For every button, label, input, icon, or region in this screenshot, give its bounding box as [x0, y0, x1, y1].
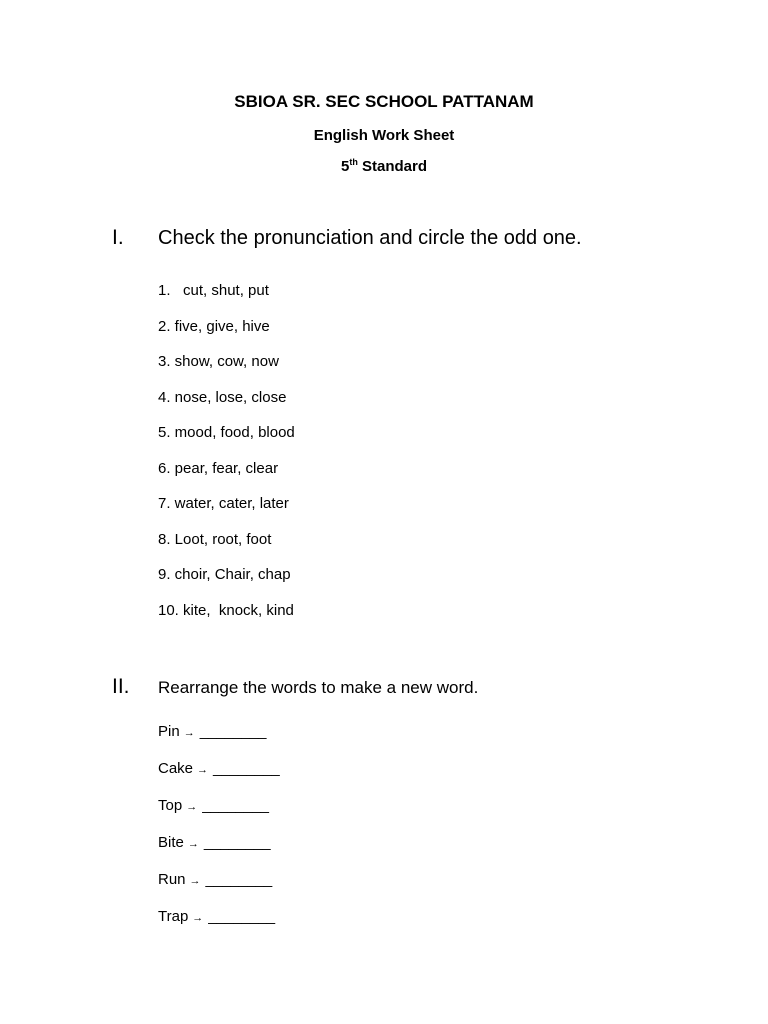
list-item — [158, 870, 280, 907]
list-item: 7. water, cater, later — [158, 495, 289, 512]
section-2-number: II. — [112, 675, 130, 698]
arrow-right-icon: → — [187, 838, 199, 850]
section-1-number: I. — [112, 226, 124, 249]
section-1-title: Check the pronunciation and circle the odd one. — [158, 227, 582, 249]
standard-number: 5 — [340, 158, 350, 175]
list-item: 2. five, give, hive — [158, 317, 270, 335]
standard-word: Standard — [362, 158, 428, 175]
list-item — [158, 722, 280, 759]
list-item: 5. mood, food, blood — [158, 424, 295, 441]
answer-blank: ________ — [205, 871, 273, 888]
list-item — [158, 759, 280, 796]
list-item: 10. kite, knock, kind — [158, 601, 294, 619]
arrow-right-icon: → — [183, 727, 195, 739]
worksheet-subtitle: English Work Sheet — [313, 127, 455, 144]
arrow-right-icon: → — [189, 875, 201, 887]
answer-blank: ________ — [213, 760, 280, 777]
section-2-title: Rearrange the words to make a new word. — [158, 678, 479, 697]
rearrange-word: Run — [158, 871, 186, 888]
answer-blank: ________ — [203, 834, 271, 851]
list-item: 4. nose, lose, close — [158, 388, 287, 406]
list-item — [158, 907, 280, 944]
answer-blank: ________ — [202, 797, 269, 814]
arrow-right-icon: → — [186, 801, 198, 813]
rearrange-word: Top — [158, 797, 183, 814]
arrow-right-icon: → — [197, 764, 209, 776]
rearrange-word: Pin — [158, 723, 180, 740]
standard-superscript: th — [349, 157, 358, 167]
odd-one-list — [158, 281, 295, 636]
list-item: 1. cut, shut, put — [158, 282, 269, 299]
rearrange-word: Cake — [158, 760, 194, 777]
list-item — [158, 833, 280, 870]
standard-label — [0, 158, 768, 175]
answer-blank: ________ — [208, 908, 276, 925]
list-item — [158, 796, 280, 833]
school-name: SBIOA SR. SEC SCHOOL PATTANAM — [234, 92, 534, 111]
list-item: 3. show, cow, now — [158, 353, 279, 370]
list-item: 9. choir, Chair, chap — [158, 566, 291, 583]
rearrange-list — [158, 722, 280, 944]
list-item: 8. Loot, root, foot — [158, 530, 272, 548]
answer-blank: ________ — [199, 723, 267, 740]
rearrange-word: Trap — [158, 908, 189, 925]
rearrange-word: Bite — [158, 834, 184, 851]
arrow-right-icon: → — [192, 912, 204, 924]
list-item: 6. pear, fear, clear — [158, 459, 279, 477]
